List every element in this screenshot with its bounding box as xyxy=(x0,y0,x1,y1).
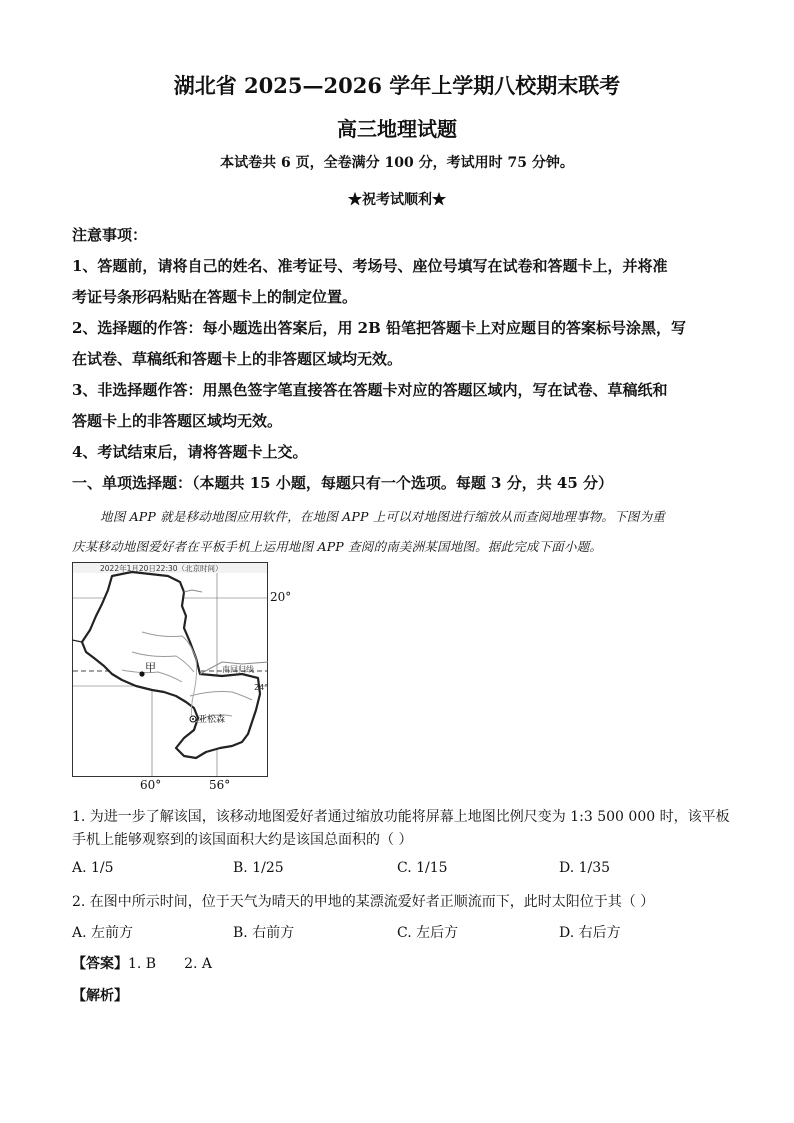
lat-24-label: 24° xyxy=(254,683,268,692)
notes-item-3-line-1: 3、非选择题作答：用黑色签字笔直接答在答题卡对应的答题区域内，写在试卷、草稿纸和 xyxy=(72,381,668,399)
notes-heading: 注意事项： xyxy=(72,226,148,244)
exam-subtitle: 高三地理试题 xyxy=(337,117,457,141)
place-jia-marker xyxy=(139,671,144,676)
section-1-intro-line-1: 地图 APP 就是移动地图应用软件，在地图 APP 上可以对地图进行缩放从而查阅地理事物。下图为重 xyxy=(100,509,665,524)
notes-item-2-line-2: 在试卷、草稿纸和答题卡上的非答题区域均无效。 xyxy=(72,350,403,368)
place-jia-label: 甲 xyxy=(145,661,156,674)
answer-q1: 1. B xyxy=(128,956,157,972)
lon-60-label: 60° xyxy=(140,778,162,792)
question-1-option-d[interactable]: D. 1/35 xyxy=(559,860,611,876)
section-1-intro-line-2: 庆某移动地图爱好者在平板手机上运用地图 APP 查阅的南美洲某国地图。据此完成下面小题。 xyxy=(72,539,603,554)
country-map-figure xyxy=(72,562,268,777)
question-2-option-c[interactable]: C. 左后方 xyxy=(397,925,459,941)
question-1-line-1: 1. 为进一步了解该国，该移动地图爱好者通过缩放功能将屏幕上地图比例尺变为 1:3 500 000 时，该平板 xyxy=(72,809,730,825)
answer-row xyxy=(72,953,212,973)
capital-label: 亚松森 xyxy=(198,715,226,725)
exam-wish: ★祝考试顺利★ xyxy=(348,192,446,208)
answer-label: 【答案】 xyxy=(72,956,128,972)
notes-item-1-line-2: 考证号条形码粘贴在答题卡上的制定位置。 xyxy=(72,288,358,306)
notes-item-4: 4、考试结束后，请将答题卡上交。 xyxy=(72,443,308,461)
lat-20-label: 20° xyxy=(270,590,292,604)
notes-item-2-line-1: 2、选择题的作答：每小题选出答案后，用 2B 铅笔把答题卡上对应题目的答案标号涂黑，写 xyxy=(72,319,687,337)
country-map xyxy=(72,562,268,777)
question-1-option-c[interactable]: C. 1/15 xyxy=(397,860,448,876)
question-1-option-a[interactable]: A. 1/5 xyxy=(72,860,114,876)
notes-item-1-line-1: 1、答题前，请将自己的姓名、准考证号、考场号、座位号填写在试卷和答题卡上，并将准 xyxy=(72,257,668,275)
notes-item-3-line-2: 答题卡上的非答题区域均无效。 xyxy=(72,412,283,430)
exam-info: 本试卷共 6 页，全卷满分 100 分，考试用时 75 分钟。 xyxy=(220,155,574,171)
question-2-option-b[interactable]: B. 右前方 xyxy=(233,925,295,941)
question-2-line-1: 2. 在图中所示时间，位于天气为晴天的甲地的某漂流爱好者正顺流而下，此时太阳位于其（ ） xyxy=(72,894,655,910)
question-2-option-a[interactable]: A. 左前方 xyxy=(72,925,134,941)
answer-q2: 2. A xyxy=(184,956,213,972)
section-1-heading: 一、单项选择题：（本题共 15 小题，每题只有一个选项。每题 3 分，共 45 分） xyxy=(72,474,614,492)
exam-title: 湖北省 2025—2026 学年上学期八校期末联考 xyxy=(173,73,621,98)
question-1-option-b[interactable]: B. 1/25 xyxy=(233,860,284,876)
lon-56-label: 56° xyxy=(209,778,231,792)
question-1-line-2: 手机上能够观察到的该国面积大约是该国总面积的（ ） xyxy=(72,832,413,848)
question-2-option-d[interactable]: D. 右后方 xyxy=(559,925,621,941)
analysis-label: 【解析】 xyxy=(72,988,128,1004)
tropic-label: 南回归线 xyxy=(222,665,254,674)
map-timestamp: 2022年1月20日22:30（北京时间） xyxy=(100,564,223,573)
